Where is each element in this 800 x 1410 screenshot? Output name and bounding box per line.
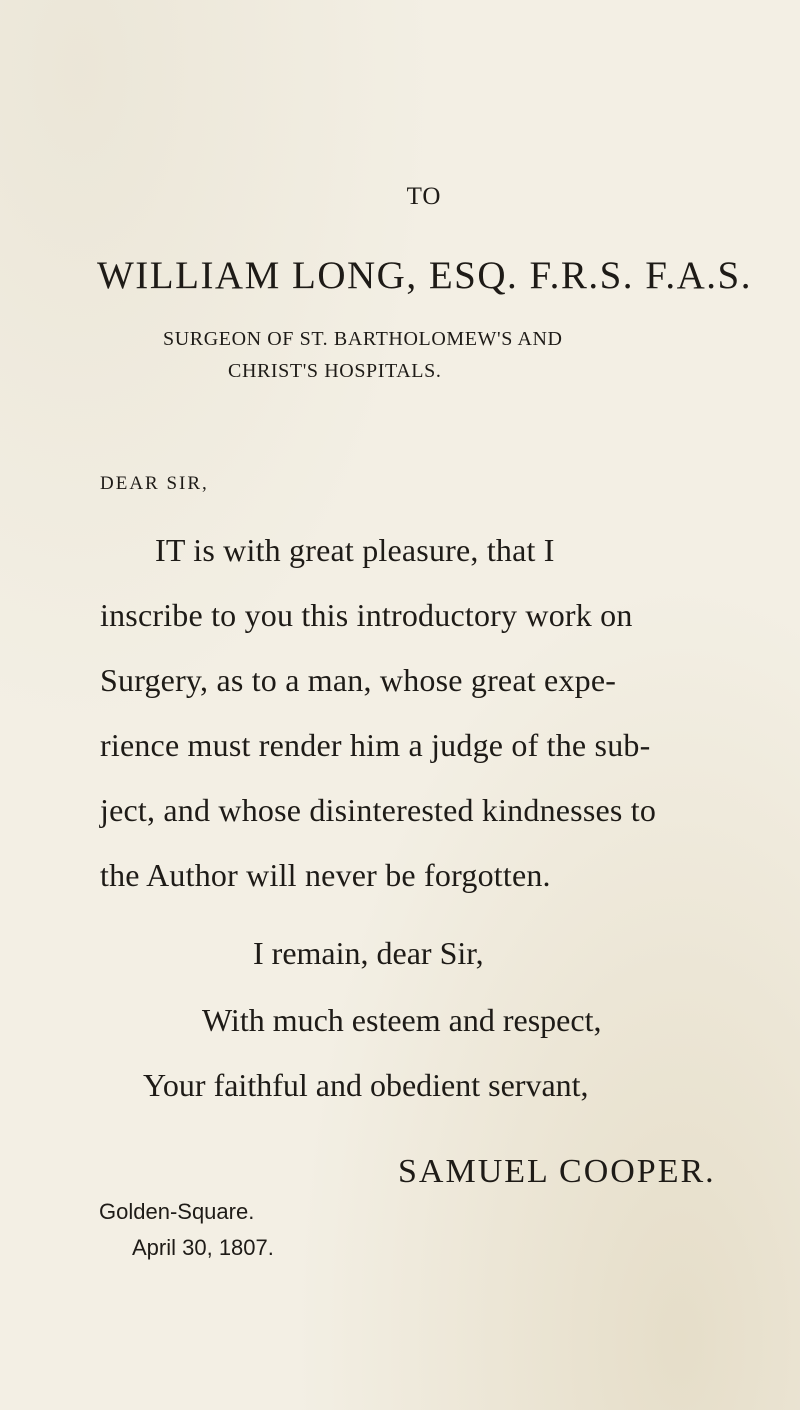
recipient-title-line-1: SURGEON OF ST. BARTHOLOMEW'S AND: [163, 328, 563, 350]
salutation: DEAR SIR,: [100, 473, 209, 494]
body-line-5: ject, and whose disinterested kindnesses to: [100, 792, 657, 828]
body-line-2: inscribe to you this introductory work on: [100, 597, 633, 633]
dedication-heading: TO: [406, 183, 442, 210]
recipient-name: WILLIAM LONG, ESQ. F.R.S. F.A.S.: [97, 254, 752, 297]
closing-line-1: I remain, dear Sir,: [253, 935, 484, 971]
date-line: April 30, 1807.: [132, 1235, 274, 1260]
closing-line-3: Your faithful and obedient servant,: [143, 1067, 589, 1103]
body-line-1: IT is with great pleasure, that I: [155, 532, 555, 568]
body-line-3: Surgery, as to a man, whose great expe-: [100, 662, 617, 698]
closing-line-2: With much esteem and respect,: [202, 1002, 602, 1038]
body-line-6: the Author will never be forgotten.: [100, 857, 551, 893]
place-line: Golden-Square.: [99, 1199, 255, 1224]
body-line-4: rience must render him a judge of the sub-: [100, 727, 651, 763]
signature: SAMUEL COOPER.: [398, 1153, 716, 1190]
recipient-title-line-2: CHRIST'S HOSPITALS.: [228, 360, 442, 382]
